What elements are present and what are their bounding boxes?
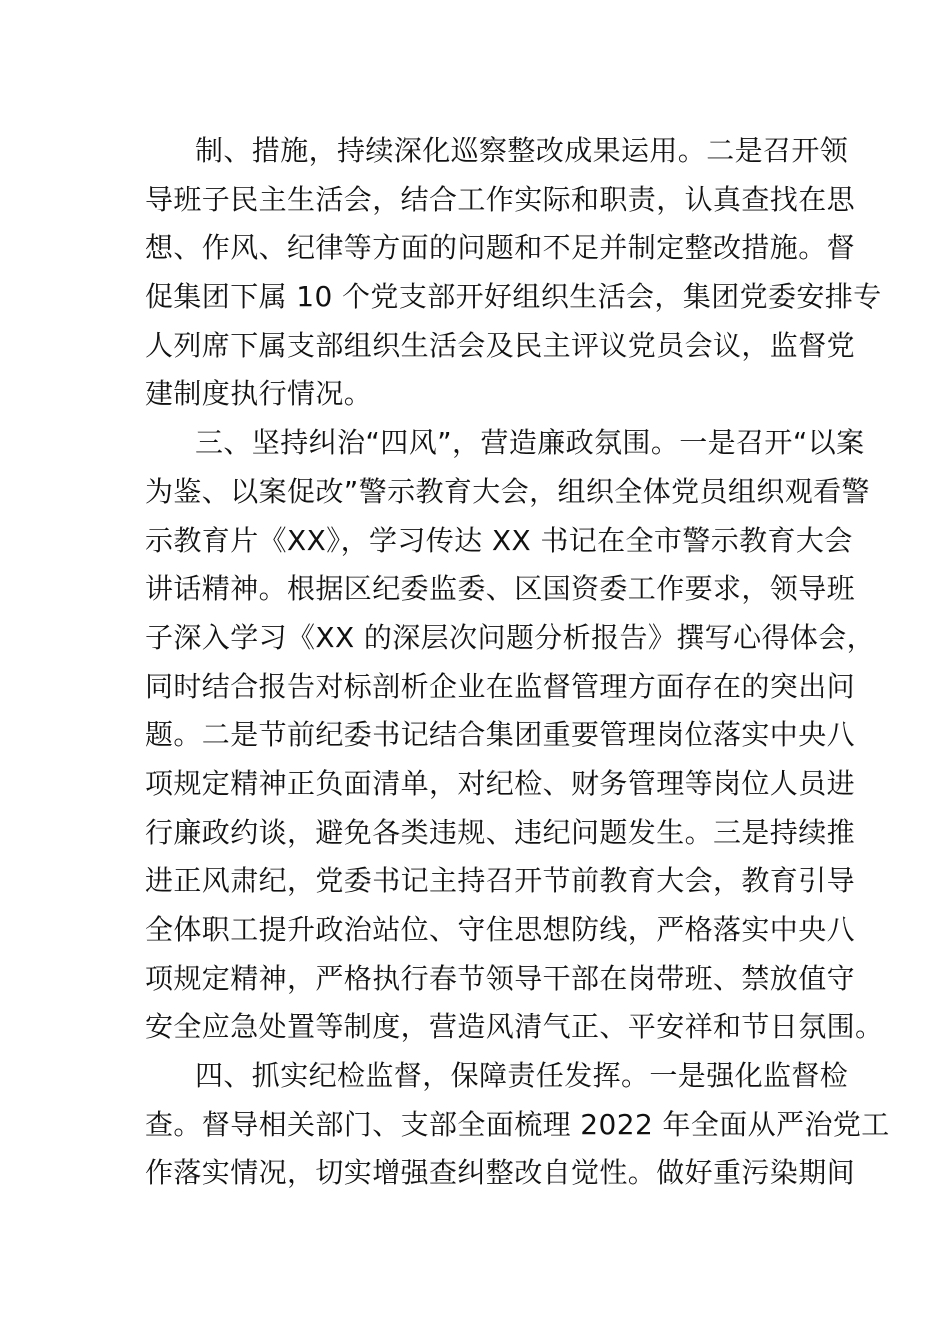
text-line: 项规定精神正负面清单，对纪检、财务管理等岗位人员进	[145, 766, 856, 800]
text-line: 进正风肃纪，党委书记主持召开节前教育大会，教育引导	[145, 864, 856, 898]
text-line: 制、措施，持续深化巡察整改成果运用。二是召开领	[195, 134, 849, 167]
text-line: 查。督导相关部门、支部全面梳理 2022 年全面从严治党工	[145, 1107, 890, 1141]
text-line: 想、作风、纪律等方面的问题和不足并制定整改措施。督	[145, 231, 856, 265]
text-line: 三、坚持纠治“四风”，营造廉政氛围。一是召开“以案	[195, 426, 865, 460]
text-line: 子深入学习《XX 的深层次问题分析报告》撰写心得体会，	[145, 620, 876, 654]
text-line: 项规定精神，严格执行春节领导干部在岗带班、禁放值守	[145, 961, 856, 995]
text-line: 示教育片《XX》，学习传达 XX 书记在全市警示教育大会	[145, 523, 853, 557]
text-line: 全体职工提升政治站位、守住思想防线，严格落实中央八	[145, 913, 856, 946]
text-line: 讲话精神。根据区纪委监委、区国资委工作要求，领导班	[145, 572, 856, 606]
text-line: 促集团下属 10 个党支部开好组织生活会，集团党委安排专	[145, 280, 882, 314]
text-line: 导班子民主生活会，结合工作实际和职责，认真查找在思	[145, 182, 856, 216]
text-line: 行廉政约谈，避免各类违规、违纪问题发生。三是持续推	[145, 815, 856, 849]
document-body	[145, 127, 890, 1198]
text-line: 同时结合报告对标剖析企业在监督管理方面存在的突出问	[145, 669, 856, 703]
text-line: 题。二是节前纪委书记结合集团重要管理岗位落实中央八	[145, 718, 856, 752]
text-line: 人列席下属支部组织生活会及民主评议党员会议，监督党	[145, 328, 856, 362]
text-line: 四、抓实纪检监督，保障责任发挥。一是强化监督检	[195, 1059, 849, 1093]
text-line: 为鉴、以案促改”警示教育大会，组织全体党员组织观看警	[145, 474, 870, 508]
text-line: 建制度执行情况。	[145, 377, 373, 411]
text-line: 安全应急处置等制度，营造风清气正、平安祥和节日氛围。	[145, 1010, 884, 1044]
text-line: 作落实情况，切实增强查纠整改自觉性。做好重污染期间	[145, 1156, 856, 1190]
